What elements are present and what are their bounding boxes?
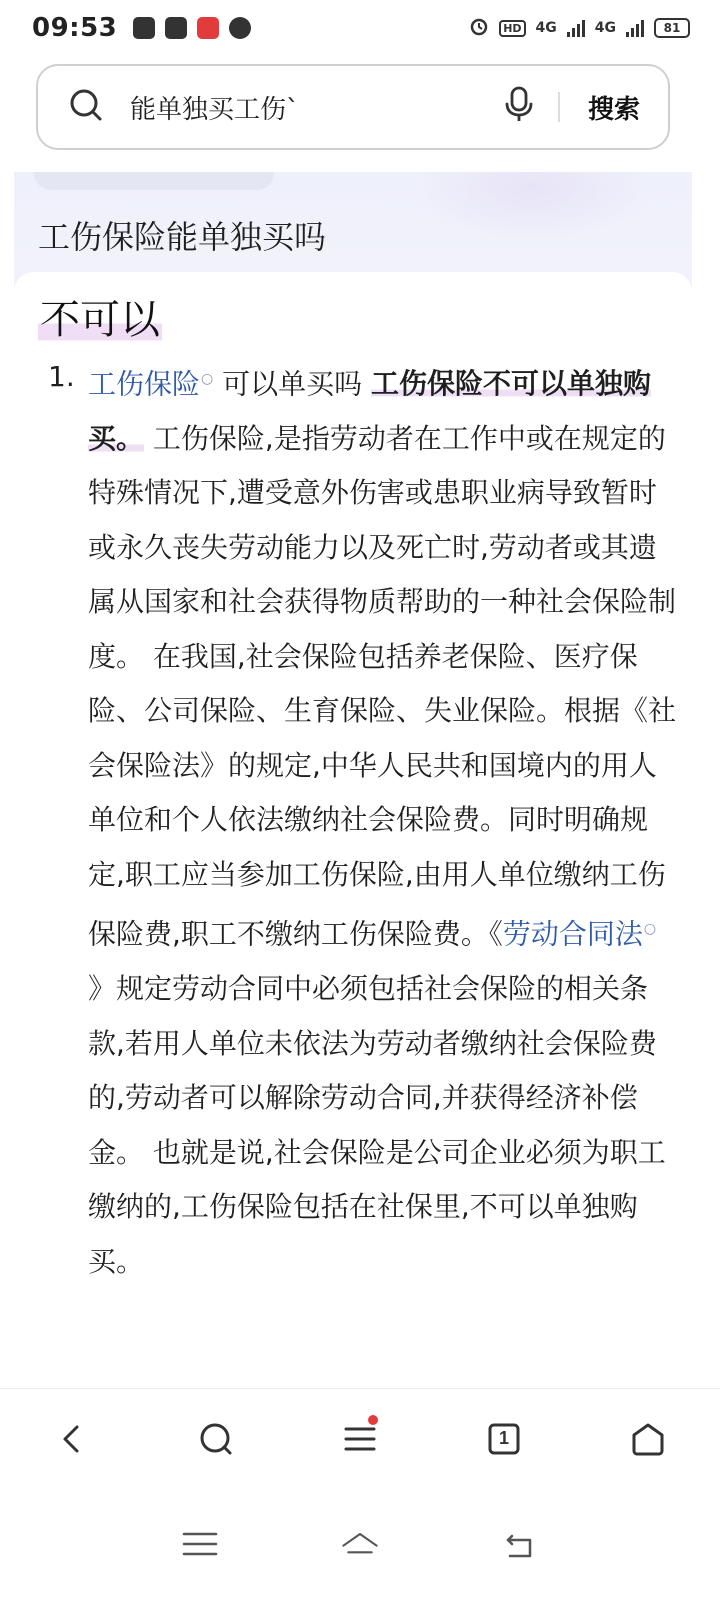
- menu-icon: [340, 1419, 380, 1459]
- back-arrow-icon: [52, 1419, 92, 1459]
- home-button[interactable]: [618, 1409, 678, 1469]
- tabs-button[interactable]: [474, 1409, 534, 1469]
- answer-text-segment-1: 可以单买吗: [213, 367, 372, 401]
- signal-icon: [567, 19, 585, 37]
- battery-icon: 81: [654, 18, 690, 38]
- alarm-icon: [469, 16, 489, 40]
- tabs-count: 1: [498, 1428, 509, 1448]
- status-time: 09:53: [32, 13, 118, 43]
- link-laodong-hetong-fa[interactable]: 劳动合同法: [502, 917, 643, 951]
- notification-dot: [368, 1415, 378, 1425]
- answer-text-segment-3: 》规定劳动合同中必须包括社会保险的相关条款,若用人单位未依法为劳动者缴纳社会保险费的,劳动者可以解除劳动合同,并获得经济补偿金。 也就是说,社会保险是公司企业必须为职工缴纳的,工伤保险包括在社保里,不可以单独购买。: [88, 972, 666, 1278]
- answer-headline: 不可以: [38, 288, 162, 345]
- decorative-blob: [412, 172, 652, 242]
- search-divider: [558, 92, 560, 122]
- system-back-icon: [500, 1524, 540, 1564]
- search-hint-icon-2: ○: [643, 921, 657, 938]
- search-icon: [68, 87, 104, 127]
- cloud-app-icon: [229, 17, 251, 39]
- list-item: [88, 352, 678, 1289]
- link-app-icon: [165, 17, 187, 39]
- list-item-number: 1.: [48, 360, 75, 393]
- system-navigation-bar: [0, 1488, 720, 1600]
- system-home-button[interactable]: [325, 1519, 395, 1569]
- link-gongshang-baoxian[interactable]: 工伤保险: [88, 367, 201, 401]
- mic-icon[interactable]: [502, 86, 536, 128]
- recent-apps-button[interactable]: [165, 1519, 235, 1569]
- answer-card: [14, 272, 692, 1388]
- home-icon: [628, 1419, 668, 1459]
- answer-text-segment-2: 工伤保险,是指劳动者在工作中或在规定的特殊情况下,遭受意外伤害或患职业病导致暂时或永久丧失劳动能力以及死亡时,劳动者或其遗属从国家和社会获得物质帮助的一种社会保险制度。 在我国,社会保险包括养老保险、医疗保险、公司保险、生育保险、失业保险。根据《社会保险法》的规定,中华人民共和国境内的用人单位和个人依法缴纳社会保险费。同时明确规定,职工应当参加工伤保险,由用人单位缴纳工伤保险费,职工不缴纳工伤保险费。《: [88, 421, 677, 951]
- status-bar: [0, 0, 720, 56]
- source-chip[interactable]: [34, 172, 274, 190]
- system-home-icon: [340, 1524, 380, 1564]
- search-toolbar-button[interactable]: [186, 1409, 246, 1469]
- message-app-icon: [197, 17, 219, 39]
- signal-icon-2: [626, 19, 644, 37]
- back-button[interactable]: [42, 1409, 102, 1469]
- network-4g-label-2: 4G: [594, 20, 616, 36]
- search-button[interactable]: 搜索: [588, 89, 640, 126]
- network-4g-label: 4G: [535, 20, 557, 36]
- recent-apps-icon: [180, 1524, 220, 1564]
- answer-key-point: 工伤保险不可以单独购买。: [88, 367, 652, 455]
- search-bar[interactable]: [36, 64, 670, 150]
- search-icon: [196, 1419, 236, 1459]
- result-content: [14, 172, 692, 1388]
- hd-badge: HD: [499, 20, 525, 37]
- search-input[interactable]: [130, 92, 502, 122]
- notification-icons: [133, 17, 251, 39]
- search-hint-icon: ○: [201, 371, 214, 387]
- status-indicators: [469, 16, 690, 40]
- question-title: 工伤保险能单独买吗: [38, 218, 327, 256]
- browser-toolbar: [0, 1388, 720, 1488]
- menu-button[interactable]: [330, 1409, 390, 1469]
- video-app-icon: [133, 17, 155, 39]
- system-back-button[interactable]: [485, 1519, 555, 1569]
